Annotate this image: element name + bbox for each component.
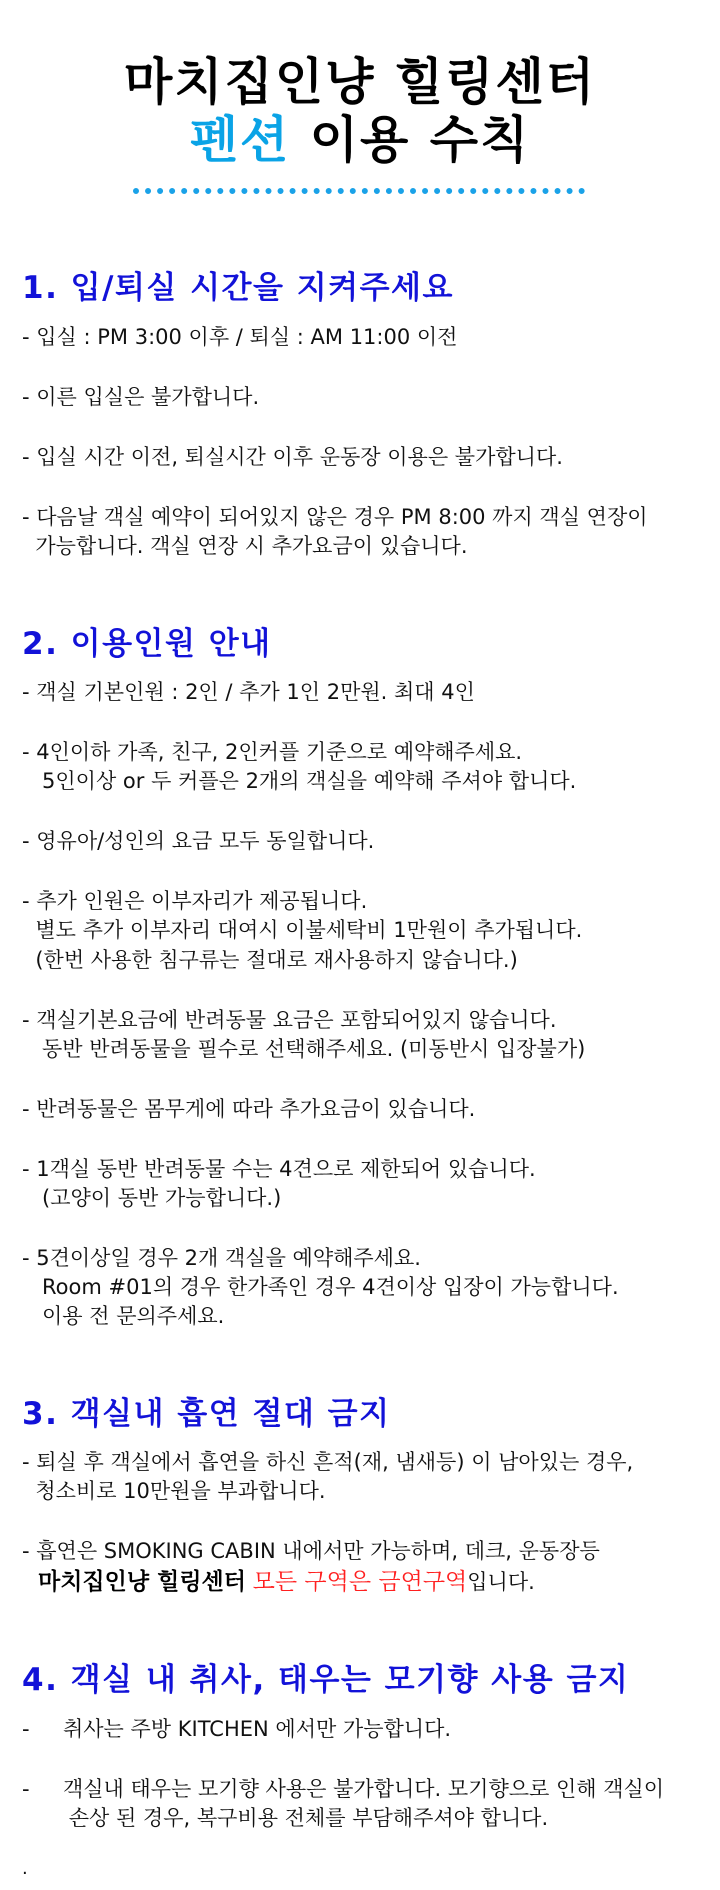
section-1-heading: 1. 입/퇴실 시간을 지켜주세요 [22, 270, 454, 306]
section-4-line: - 객실내 태우는 모기향 사용은 불가합니다. 모기향으로 인해 객실이 [22, 1777, 665, 1801]
section-1-line: - 입실 : PM 3:00 이후 / 퇴실 : AM 11:00 이전 [22, 325, 458, 349]
section-2-line: - 4인이하 가족, 친구, 2인커플 기준으로 예약해주세요. [22, 740, 523, 764]
no-smoking-zone: 모든 구역은 금연구역 [252, 1569, 468, 1595]
section-3-line: - 퇴실 후 객실에서 흡연을 하신 흔적(재, 냄새등) 이 남아있는 경우, [22, 1450, 634, 1474]
section-2-line: - 영유아/성인의 요금 모두 동일합니다. [22, 829, 375, 853]
subtitle-accent: 펜션 [189, 111, 291, 169]
section-2-line: 동반 반려동물을 필수로 선택해주세요. (미동반시 입장불가) [22, 1037, 586, 1061]
section-2-line: Room #01의 경우 한가족인 경우 4견이상 입장이 가능합니다. [22, 1275, 619, 1299]
section-2-line: (고양이 동반 가능합니다.) [22, 1186, 282, 1210]
section-2-heading: 2. 이용인원 안내 [22, 626, 272, 662]
section-1-line: - 다음날 객실 예약이 되어있지 않은 경우 PM 8:00 까지 객실 연장이 [22, 505, 648, 529]
section-1-line: - 입실 시간 이전, 퇴실시간 이후 운동장 이용은 불가합니다. [22, 445, 563, 469]
footer-dot: . [22, 1858, 28, 1879]
section-1-line: 가능합니다. 객실 연장 시 추가요금이 있습니다. [22, 534, 468, 558]
page-subtitle [0, 100, 720, 172]
section-4-line: - 취사는 주방 KITCHEN 에서만 가능합니다. [22, 1717, 452, 1741]
section-3-heading: 3. 객실내 흡연 절대 금지 [22, 1396, 391, 1432]
section-2-line: 별도 추가 이부자리 대여시 이불세탁비 1만원이 추가됩니다. [22, 918, 583, 942]
page-title: 마치집인냥 힐링센터 [123, 53, 597, 111]
section-4-line: 손상 된 경우, 복구비용 전체를 부담해주셔야 합니다. [22, 1806, 549, 1830]
section-3-line: 청소비로 10만원을 부과합니다. [22, 1479, 326, 1503]
section-2-line: - 추가 인원은 이부자리가 제공됩니다. [22, 889, 368, 913]
section-2-line: - 반려동물은 몸무게에 따라 추가요금이 있습니다. [22, 1097, 476, 1121]
section-1-line: - 이른 입실은 불가합니다. [22, 385, 260, 409]
section-4-heading: 4. 객실 내 취사, 태우는 모기향 사용 금지 [22, 1662, 630, 1698]
section-3-emphasis-line [38, 1563, 535, 1596]
section-2-line: 5인이상 or 두 커플은 2개의 객실을 예약해 주셔야 합니다. [22, 769, 577, 793]
section-2-line: - 객실기본요금에 반려동물 요금은 포함되어있지 않습니다. [22, 1008, 557, 1032]
section-2-line: 이용 전 문의주세요. [22, 1304, 225, 1328]
section-2-line: - 5견이상일 경우 2개 객실을 예약해주세요. [22, 1246, 421, 1270]
section-2-line: (한번 사용한 침구류는 절대로 재사용하지 않습니다.) [22, 948, 518, 972]
emphasis-tail: 입니다. [467, 1570, 535, 1594]
section-3-line: - 흡연은 SMOKING CABIN 내에서만 가능하며, 데크, 운동장등 [22, 1539, 600, 1563]
section-2-line: - 객실 기본인원 : 2인 / 추가 1인 2만원. 최대 4인 [22, 680, 475, 704]
dotted-divider [133, 188, 585, 194]
center-name: 마치집인냥 힐링센터 [38, 1569, 246, 1595]
section-2-line: - 1객실 동반 반려동물 수는 4견으로 제한되어 있습니다. [22, 1157, 536, 1181]
subtitle-rest: 이용 수칙 [290, 111, 531, 169]
